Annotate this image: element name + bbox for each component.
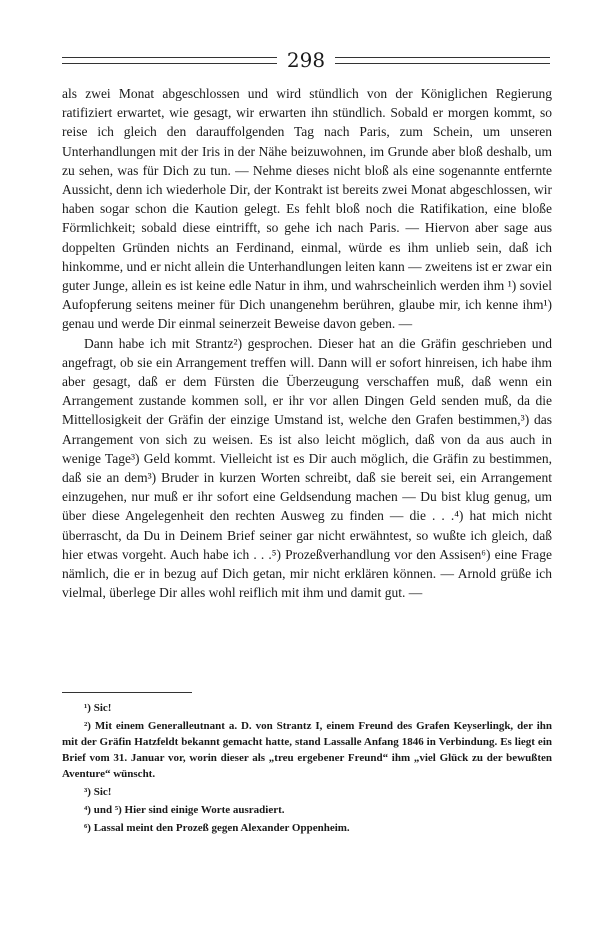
page-header bbox=[62, 48, 550, 72]
footnote-2: ²) Mit einem Generalleutnant a. D. von Strantz I, einem Freund des Grafen Keyserlingk, der ihn mit der Gräfin Hatzfeldt bekannt gemacht hatte, stand Lassalle Anfang 1846 in Verbindung. Es liegt ein Brief vom 31. Januar vor, worin dieser als „treu ergebener Freund“ ihm „viel Glück zu der bewußten Aventure“ wünscht. bbox=[62, 720, 552, 780]
footnote-3: ³) Sic! bbox=[84, 786, 112, 798]
main-text bbox=[62, 84, 552, 602]
footnote-5: ⁶) Lassal meint den Prozeß gegen Alexander Oppenheim. bbox=[84, 822, 350, 834]
footnote-separator bbox=[62, 692, 192, 693]
footnotes bbox=[62, 700, 552, 838]
header-rule-left bbox=[62, 57, 277, 64]
header-rule-right bbox=[335, 57, 550, 64]
page-number: 298 bbox=[286, 48, 326, 72]
paragraph-1: als zwei Monat abgeschlossen und wird stündlich von der Königlichen Regierung ratifiziert erwartet, wie gesagt, wir erwarten ihn stündlich. Sobald er morgen kommt, so reise ich gleich den darauffolgenden Tag nach Paris, zum Schein, um unseren Unterhandlungen mit der Iris in der Nähe beizuwohnen, im Grunde aber bloß deshalb, um zu sehen, was für Dich zu tun. — Nehme dieses nicht bloß als eine sogenannte entfernte Aussicht, denn ich wiederhole Dir, der Kontrakt ist bereits zwei Monat abgeschlossen, wir haben sogar schon die Kaution gelegt. Es fehlt bloß noch die Ratifikation, eine bloße Förmlichkeit; sobald diese eintrifft, so gehe ich nach Paris. — Hiervon aber sage aus doppelten Gründen nichts an Ferdinand, einmal, würde es ihm unlieb sein, daß ich hinkomme, und er nicht allein die Unterhandlungen leiten kann — zweitens ist er zwar ein guter Junge, allein es ist keine edle Natur in ihm, und wahrscheinlich werden ihm ¹) soviel Aufopferung seitens meiner für Dich unangenehm berühren, glaube mir, ich kenne ihm¹) genau und werde Dir einmal seinerzeit Beweise davon geben. — bbox=[62, 86, 552, 332]
paragraph-2: Dann habe ich mit Strantz²) gesprochen. Dieser hat an die Gräfin geschrieben und angefragt, ob sie ein Arrangement treffen will. Dann will er sofort hinreisen, ich habe ihm aber gesagt, daß er dem Fürsten die Überzeugung verschaffen muß, daß wenn ein Arrangement zustande kommen soll, er ihr vor allen Dingen Geld senden muß, da die Mittellosigkeit der Gräfin der einzige Umstand ist, welche den Grafen bestimmen,³) das Arrangement von sich zu weisen. Es ist also leicht möglich, daß von da aus auch in wenige Tage³) Geld kommt. Vielleicht ist es Dir auch möglich, die Gräfin zu bestimmen, daß sie an dem³) Bruder in kurzen Worten schreibt, daß sie bereit sei, ein Arrangement einzugehen, nur muß er ihr sofort eine Geldsendung machen — Du bist klug genug, um über diese Angelegenheit den rechten Ausweg zu finden — die . . .⁴) hat mich nicht überrascht, da Du in Deinem Brief seiner gar nicht erwähntest, so wußte ich gleich, daß hier etwas vorgeht. Auch habe ich . . .⁵) Prozeßverhandlung vor den Assisen⁶) eine Frage nämlich, die er in bezug auf Dich getan, mir nicht erklären können. — Arnold grüße ich vielmal, überlege Dir alles wohl reiflich mit ihm und damit gut. — bbox=[62, 335, 552, 601]
footnote-4: ⁴) und ⁵) Hier sind einige Worte ausradiert. bbox=[84, 804, 285, 816]
footnote-1: ¹) Sic! bbox=[84, 702, 112, 714]
